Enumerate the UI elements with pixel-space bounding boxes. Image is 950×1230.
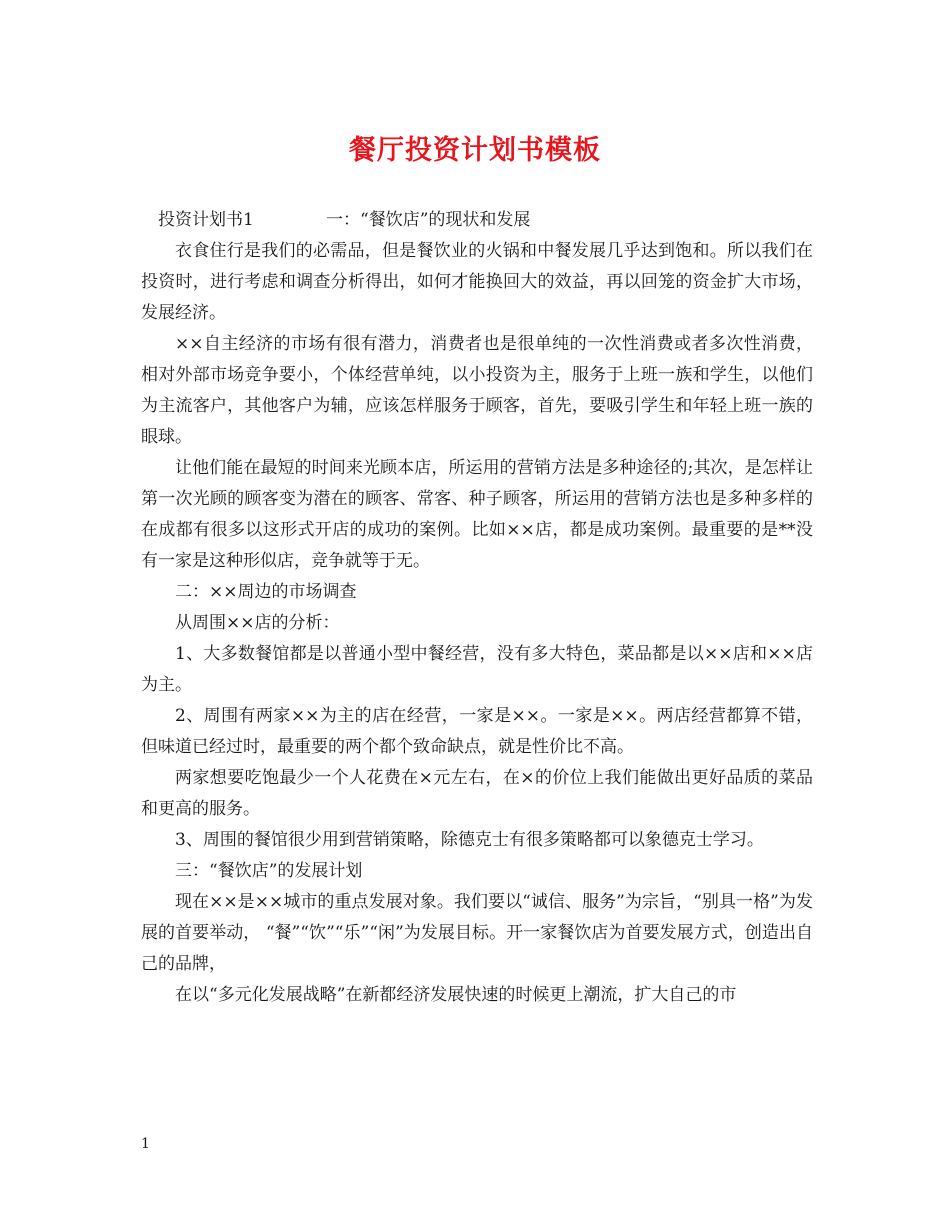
section-heading: 三：“餐饮店”的发展计划: [175, 861, 363, 881]
paragraph: ××自主经济的市场有很有潜力，消费者也是很单纯的一次性消费或者多次性消费，相对外部市场竞争要小，个体经营单纯，以小投资为主，服务于上班一族和学生，以他们为主流客户，其他客户为辅，应该怎样服务于顾客，首先，要吸引学生和年轻上班一族的眼球。: [141, 334, 813, 447]
paragraph: 让他们能在最短的时间来光顾本店，所运用的营销方法是多种途径的;其次，是怎样让第一次光顾的顾客变为潜在的顾客、常客、种子顾客，所运用的营销方法也是多种多样的在成都有很多以这形式开店的成功的案例。比如××店，都是成功案例。最重要的是**没有一家是这种形似店，竞争就等于无。: [141, 458, 813, 571]
paragraph: [141, 205, 813, 236]
document-body: [141, 205, 813, 1011]
document-title: 餐厅投资计划书模板: [349, 135, 601, 166]
list-item: 1、大多数餐馆都是以普通小型中餐经营，没有多大特色，菜品都是以××店和××店为主。: [141, 644, 813, 695]
paragraph-text: 一：“餐饮店”的现状和发展: [326, 210, 531, 230]
paragraph: 从周围××店的分析：: [175, 613, 340, 633]
page-number: 1: [141, 1136, 150, 1152]
section-prefix: 投资计划书1: [158, 210, 254, 230]
list-item: 3、周围的餐馆很少用到营销策略，除德克士有很多策略都可以象德克士学习。: [175, 830, 764, 850]
paragraph: 衣食住行是我们的必需品，但是餐饮业的火锅和中餐发展几乎达到饱和。所以我们在投资时，进行考虑和调查分析得出，如何才能换回大的效益，再以回笼的资金扩大市场，发展经济。: [141, 241, 813, 323]
list-item: 2、周围有两家××为主的店在经营，一家是××。一家是××。两店经营都算不错，但味道已经过时，最重要的两个都个致命缺点，就是性价比不高。: [141, 706, 813, 757]
paragraph: 在以“多元化发展战略”在新都经济发展快速的时候更上潮流，扩大自己的市: [175, 985, 737, 1005]
paragraph: 现在××是××城市的重点发展对象。我们要以“诚信、服务”为宗旨，“别具一格”为发展的首要举动， “餐”“饮”“乐”“闲”为发展目标。开一家餐饮店为首要发展方式，创造出自己的品牌，: [141, 892, 813, 974]
section-heading: 二：××周边的市场调查: [175, 582, 357, 602]
paragraph: 两家想要吃饱最少一个人花费在×元左右，在×的价位上我们能做出更好品质的菜品和更高的服务。: [141, 768, 813, 819]
